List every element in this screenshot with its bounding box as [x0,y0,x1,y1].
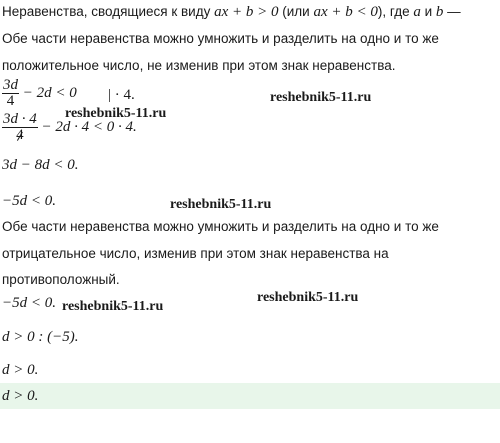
watermark: reshebnik5-11.ru [270,90,372,105]
rule-positive-line-1: Обе части неравенства можно умножить и разделить на одно и то же [2,31,439,46]
intro-dash: — [443,4,461,19]
rule-positive-line-2: положительное число, не изменив при этом знак неравенства. [2,58,396,73]
step-4: −5d < 0. [2,193,56,209]
intro-line [2,4,461,20]
step-1 [2,78,77,109]
fraction-denominator-2: 4 [2,127,38,143]
watermark: reshebnik5-11.ru [65,106,167,121]
intro-and: и [420,4,436,19]
final-answer: d > 0. [2,388,39,404]
answer-highlight [0,383,500,409]
rule-negative-line-3: противоположный. [2,272,120,287]
math-inequality-2: ax + b < 0 [313,4,378,20]
step-3: 3d − 8d < 0. [2,157,79,173]
rule-negative-line-1: Обе части неравенства можно умножить и разделить на одно и то же [2,219,439,234]
fraction-numerator: 3d [3,77,18,93]
fraction-denominator: 4 [2,93,19,109]
multiply-by-4-note: | · 4. [108,87,135,103]
step-5: −5d < 0. [2,295,56,311]
step-7: d > 0. [2,362,39,378]
step-1-rest: − 2d < 0 [19,84,77,101]
intro-text-mid: (или [278,4,314,19]
fraction-3d-over-4 [2,78,19,109]
intro-text-post: ), где [377,4,414,19]
watermark: reshebnik5-11.ru [62,299,164,314]
rule-negative-line-2: отрицательное число, изменив при этом знак неравенства на [2,246,389,261]
fraction-numerator-2: 3d · 4 [3,111,37,127]
step-6: d > 0 : (−5). [2,329,79,345]
math-inequality-1: ax + b > 0 [214,4,279,20]
fraction-3d4-over-4 [2,112,38,143]
math-b: b [435,4,444,20]
step-2-rest: − 2d · 4 < 0 · 4. [37,118,137,135]
watermark: reshebnik5-11.ru [170,197,272,212]
math-a: a [413,4,421,20]
intro-text: Неравенства, сводящиеся к виду [2,4,215,19]
watermark: reshebnik5-11.ru [257,290,359,305]
